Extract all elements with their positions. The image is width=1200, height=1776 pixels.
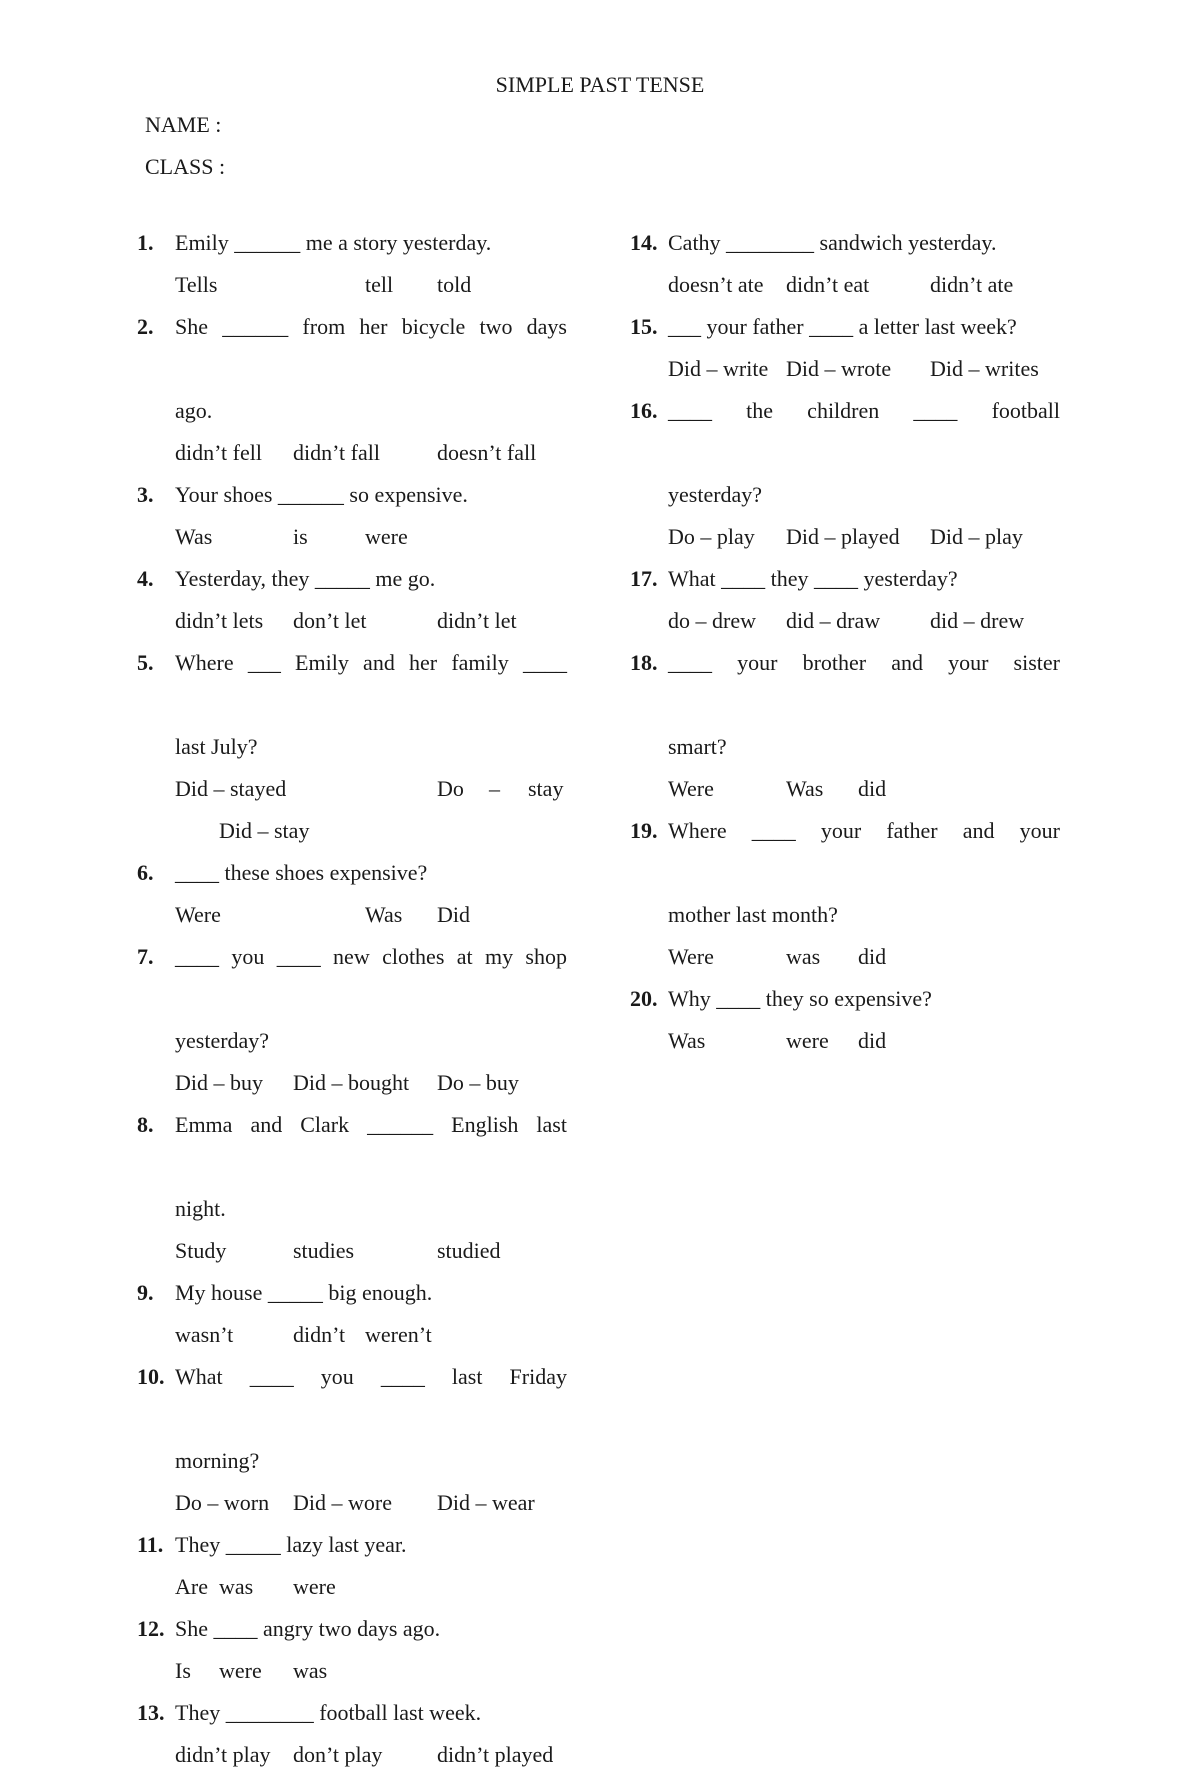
question-number: 18. [630,650,658,675]
answer-option[interactable]: didn’t let [437,608,517,633]
answer-options [668,348,1060,390]
answer-option[interactable]: Did – played [786,524,900,549]
answer-options [175,600,567,642]
question-16 [630,390,1060,558]
answer-option[interactable]: doesn’t fall [437,440,537,465]
question-number: 3. [137,482,154,507]
question-text: Where ___ Emily and her family ____ [175,650,567,675]
question-number: 4. [137,566,154,591]
question-number: 9. [137,1280,154,1305]
answer-option[interactable]: were [786,1028,829,1053]
question-9 [137,1272,567,1356]
question-14 [630,222,1060,306]
question-text: What ____ you ____ last Friday [175,1364,567,1389]
question-number: 10. [137,1364,165,1389]
question-text: Why ____ they so expensive? [668,986,932,1011]
question-number: 8. [137,1112,154,1137]
answer-option[interactable]: didn’t fell [175,440,262,465]
question-17 [630,558,1060,642]
answer-options [668,516,1060,558]
question-number: 6. [137,860,154,885]
answer-options [175,264,567,306]
answer-option[interactable]: were [219,1658,262,1683]
question-15 [630,306,1060,390]
question-number: 7. [137,944,154,969]
question-19 [630,810,1060,978]
question-20 [630,978,1060,1062]
answer-option[interactable]: doesn’t ate [668,272,764,297]
question-text-continued: yesterday? [668,482,763,507]
answer-options [175,1650,567,1692]
answer-option[interactable]: were [293,1574,336,1599]
answer-option[interactable]: did [858,944,887,969]
answer-option[interactable]: didn’t eat [786,272,870,297]
answer-option-dash: – [489,776,500,801]
question-3 [137,474,567,558]
question-text: ____ your brother and your sister [668,650,1060,675]
answer-option[interactable]: studied [437,1238,501,1263]
answer-option[interactable]: Study [175,1238,227,1263]
question-text: Your shoes ______ so expensive. [175,482,468,507]
question-text: They ________ football last week. [175,1700,482,1725]
answer-option[interactable]: Were [668,944,714,969]
answer-options [175,432,567,474]
answer-option[interactable]: Did – wore [293,1490,392,1515]
answer-options [175,1734,567,1776]
question-1 [137,222,567,306]
question-5 [137,642,567,852]
answer-option[interactable]: didn’t fall [293,440,380,465]
answer-option[interactable]: were [365,524,408,549]
answer-option[interactable]: was [786,944,821,969]
answer-option[interactable]: Did – wrote [786,356,892,381]
answer-options [175,1482,567,1524]
question-number: 20. [630,986,658,1011]
questions-column-left [137,222,567,1776]
answer-option[interactable]: did [858,776,887,801]
question-number: 2. [137,314,154,339]
answer-options [175,1230,567,1272]
answer-options [175,894,567,936]
question-text: Cathy ________ sandwich yesterday. [668,230,997,255]
answer-option[interactable]: Tells [175,272,218,297]
answer-option[interactable]: Was [786,776,824,801]
questions-column-right [630,222,1060,1062]
answer-option[interactable]: didn’t lets [175,608,264,633]
question-text-continued: ago. [175,398,213,423]
question-number: 19. [630,818,658,843]
question-number: 1. [137,230,154,255]
page-title: SIMPLE PAST TENSE [495,72,705,97]
answer-option[interactable]: did – draw [786,608,881,633]
answer-option[interactable]: Do – buy [437,1070,519,1095]
question-text: ___ your father ____ a letter last week? [668,314,1017,339]
class-label: CLASS : [145,154,226,179]
question-number: 16. [630,398,658,423]
answer-option[interactable]: Was [175,524,213,549]
answer-options [668,1020,1060,1062]
answer-options [175,516,567,558]
answer-option[interactable]: didn’t played [437,1742,554,1767]
question-text: My house _____ big enough. [175,1280,433,1305]
answer-option[interactable]: was [219,1574,254,1599]
answer-option[interactable]: did [858,1028,887,1053]
question-number: 14. [630,230,658,255]
question-text-continued: mother last month? [668,902,838,927]
answer-option[interactable]: Were [668,776,714,801]
question-text-continued: yesterday? [175,1028,270,1053]
answer-options [668,768,1060,810]
question-number: 12. [137,1616,165,1641]
question-4 [137,558,567,642]
answer-option[interactable]: studies [293,1238,355,1263]
answer-option[interactable]: didn’t play [175,1742,271,1767]
question-2 [137,306,567,474]
answer-option[interactable]: Did – buy [175,1070,263,1095]
answer-option[interactable]: do – drew [668,608,756,633]
question-18 [630,642,1060,810]
answer-option[interactable]: didn’t [293,1322,346,1347]
answer-options-extra [175,810,567,852]
question-text: ____ you ____ new clothes at my shop [175,944,567,969]
answer-option[interactable]: is [293,524,308,549]
question-text-continued: smart? [668,734,727,759]
question-text: She ____ angry two days ago. [175,1616,441,1641]
question-text: They _____ lazy last year. [175,1532,407,1557]
question-7 [137,936,567,1104]
question-text: She ______ from her bicycle two days [175,314,567,339]
question-text-continued: night. [175,1196,226,1221]
answer-option[interactable]: stay [528,776,564,801]
question-text: Yesterday, they _____ me go. [175,566,436,591]
answer-option[interactable]: was [293,1658,328,1683]
question-12 [137,1608,567,1692]
answer-option[interactable]: Did – stayed [175,776,287,801]
answer-options [175,1314,567,1356]
answer-option[interactable]: Was [668,1028,706,1053]
question-number: 15. [630,314,658,339]
answer-option[interactable]: weren’t [365,1322,432,1347]
question-10 [137,1356,567,1524]
name-label: NAME : [145,112,222,137]
answer-option[interactable]: Did – stay [219,818,310,843]
answer-option[interactable]: Did – writes [930,356,1039,381]
answer-option[interactable]: wasn’t [175,1322,234,1347]
question-text-continued: morning? [175,1448,260,1473]
question-number: 11. [137,1532,164,1557]
question-text: ____ these shoes expensive? [175,860,428,885]
question-8 [137,1104,567,1272]
answer-option[interactable]: told [437,272,472,297]
answer-options [668,600,1060,642]
question-13 [137,1692,567,1776]
question-6 [137,852,567,936]
question-text: ____ the children ____ football [668,398,1060,423]
answer-option[interactable]: Were [175,902,221,927]
answer-option[interactable]: Do – play [668,524,755,549]
question-11 [137,1524,567,1608]
answer-option[interactable]: tell [365,272,394,297]
answer-option[interactable]: Did – wear [437,1490,535,1515]
answer-option[interactable]: Did [437,902,470,927]
answer-option[interactable]: Do – worn [175,1490,270,1515]
question-number: 5. [137,650,154,675]
question-text: Where ____ your father and your [668,818,1060,843]
question-number: 17. [630,566,658,591]
answer-options [175,1062,567,1104]
answer-option[interactable]: Was [365,902,403,927]
answer-options [175,768,567,810]
answer-option[interactable]: Is [175,1658,191,1683]
question-text: Emily ______ me a story yesterday. [175,230,492,255]
answer-option[interactable]: did – drew [930,608,1025,633]
question-text: What ____ they ____ yesterday? [668,566,958,591]
answer-options [668,264,1060,306]
question-number: 13. [137,1700,165,1725]
answer-option[interactable]: don’t play [293,1742,383,1767]
answer-option[interactable]: don’t let [293,608,367,633]
answer-option[interactable]: Do [437,776,464,801]
answer-options [668,936,1060,978]
answer-option[interactable]: didn’t ate [930,272,1014,297]
answer-options [175,1566,567,1608]
question-text: Emma and Clark ______ English last [175,1112,567,1137]
question-text-continued: last July? [175,734,258,759]
answer-option[interactable]: Did – write [668,356,769,381]
answer-option[interactable]: Did – play [930,524,1023,549]
answer-option[interactable]: Did – bought [293,1070,410,1095]
answer-option[interactable]: Are [175,1574,208,1599]
